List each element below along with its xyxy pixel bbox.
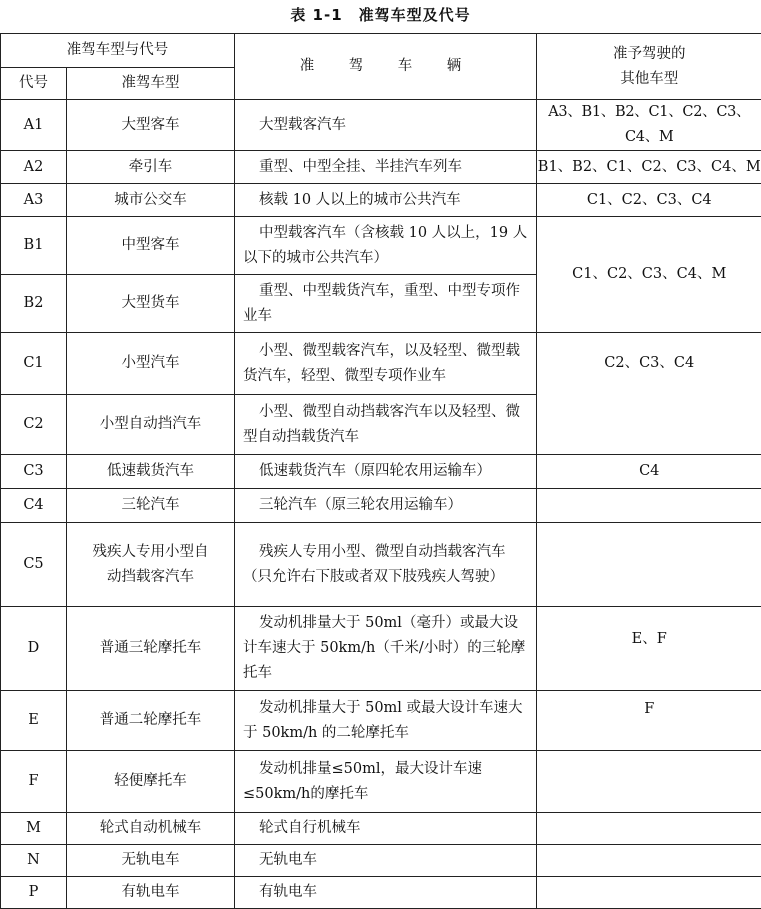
row-type: 有轨电车: [67, 877, 235, 909]
table-row: [1, 217, 761, 275]
table-row: [1, 184, 761, 217]
row-type: 残疾人专用小型自动挡载客汽车: [67, 523, 235, 607]
table-row: [1, 489, 761, 523]
row-vehicles: 大型载客汽车: [235, 100, 537, 151]
row-vehicles: 重型、中型全挂、半挂汽车列车: [235, 151, 537, 184]
header-code: 代号: [1, 68, 67, 100]
table-row: [1, 845, 761, 877]
row-vehicles: 中型载客汽车（含核载 10 人以上，19 人以下的城市公共汽车）: [235, 217, 537, 275]
row-vehicles: 小型、微型自动挡载客汽车以及轻型、微型自动挡载货汽车: [235, 395, 537, 455]
row-others: C4: [537, 455, 761, 489]
row-type: 普通三轮摩托车: [67, 607, 235, 691]
table-row: [1, 751, 761, 813]
row-type: 无轨电车: [67, 845, 235, 877]
row-others: C2、C3、C4: [537, 333, 761, 455]
row-vehicles: 有轨电车: [235, 877, 537, 909]
row-vehicles: 发动机排量大于 50ml 或最大设计车速大于 50km/h 的二轮摩托车: [235, 691, 537, 751]
row-code: C4: [1, 489, 67, 523]
row-type: 大型货车: [67, 275, 235, 333]
row-others: [537, 845, 761, 877]
row-type: 中型客车: [67, 217, 235, 275]
row-others: C1、C2、C3、C4、M: [537, 217, 761, 333]
table-row: [1, 877, 761, 909]
row-code: N: [1, 845, 67, 877]
row-code: A2: [1, 151, 67, 184]
row-vehicles: 轮式自行机械车: [235, 813, 537, 845]
row-others: [537, 813, 761, 845]
row-type: 轮式自动机械车: [67, 813, 235, 845]
row-type: 城市公交车: [67, 184, 235, 217]
row-code: A1: [1, 100, 67, 151]
row-others: A3、B1、B2、C1、C2、C3、C4、M: [537, 100, 761, 151]
table-row: [1, 333, 761, 395]
row-code: E: [1, 691, 67, 751]
row-vehicles: 发动机排量≤50ml，最大设计车速≤50km/h的摩托车: [235, 751, 537, 813]
header-others: 准予驾驶的 其他车型: [537, 34, 761, 100]
row-code: C1: [1, 333, 67, 395]
row-others: B1、B2、C1、C2、C3、C4、M: [537, 151, 761, 184]
row-others: F: [537, 691, 761, 751]
table-row: [1, 691, 761, 751]
table-row: [1, 523, 761, 607]
row-code: A3: [1, 184, 67, 217]
row-others: [537, 877, 761, 909]
row-vehicles: 核载 10 人以上的城市公共汽车: [235, 184, 537, 217]
row-code: D: [1, 607, 67, 691]
row-code: B1: [1, 217, 67, 275]
row-others: C1、C2、C3、C4: [537, 184, 761, 217]
row-vehicles: 小型、微型载客汽车，以及轻型、微型载货汽车，轻型、微型专项作业车: [235, 333, 537, 395]
header-group: 准驾车型与代号: [1, 34, 235, 68]
row-type: 轻便摩托车: [67, 751, 235, 813]
header-type: 准驾车型: [67, 68, 235, 100]
table-row: [1, 813, 761, 845]
row-type: 普通二轮摩托车: [67, 691, 235, 751]
header-row-1: [1, 34, 761, 68]
row-code: C2: [1, 395, 67, 455]
row-vehicles: 低速载货汽车（原四轮农用运输车）: [235, 455, 537, 489]
table-row: [1, 455, 761, 489]
row-type: 低速载货汽车: [67, 455, 235, 489]
row-code: F: [1, 751, 67, 813]
row-code: B2: [1, 275, 67, 333]
table-row: [1, 607, 761, 691]
row-vehicles: 发动机排量大于 50ml（毫升）或最大设计车速大于 50km/h（千米/小时）的三轮摩托车: [235, 607, 537, 691]
row-code: P: [1, 877, 67, 909]
row-type: 大型客车: [67, 100, 235, 151]
header-vehicles: 准 驾 车 辆: [235, 34, 537, 100]
row-type: 小型汽车: [67, 333, 235, 395]
row-code: C3: [1, 455, 67, 489]
row-others: [537, 489, 761, 523]
row-others: E、F: [537, 607, 761, 691]
row-code: C5: [1, 523, 67, 607]
license-class-table: [0, 33, 761, 909]
row-vehicles: 三轮汽车（原三轮农用运输车）: [235, 489, 537, 523]
table-row: [1, 151, 761, 184]
row-type: 牵引车: [67, 151, 235, 184]
row-vehicles: 重型、中型载货汽车，重型、中型专项作业车: [235, 275, 537, 333]
row-code: M: [1, 813, 67, 845]
row-type: 三轮汽车: [67, 489, 235, 523]
row-others: [537, 751, 761, 813]
table-row: [1, 100, 761, 151]
row-others: [537, 523, 761, 607]
row-type: 小型自动挡汽车: [67, 395, 235, 455]
row-vehicles: 无轨电车: [235, 845, 537, 877]
table-title: 表 1-1 准驾车型及代号: [0, 0, 761, 30]
row-vehicles: 残疾人专用小型、微型自动挡载客汽车（只允许右下肢或者双下肢残疾人驾驶）: [235, 523, 537, 607]
